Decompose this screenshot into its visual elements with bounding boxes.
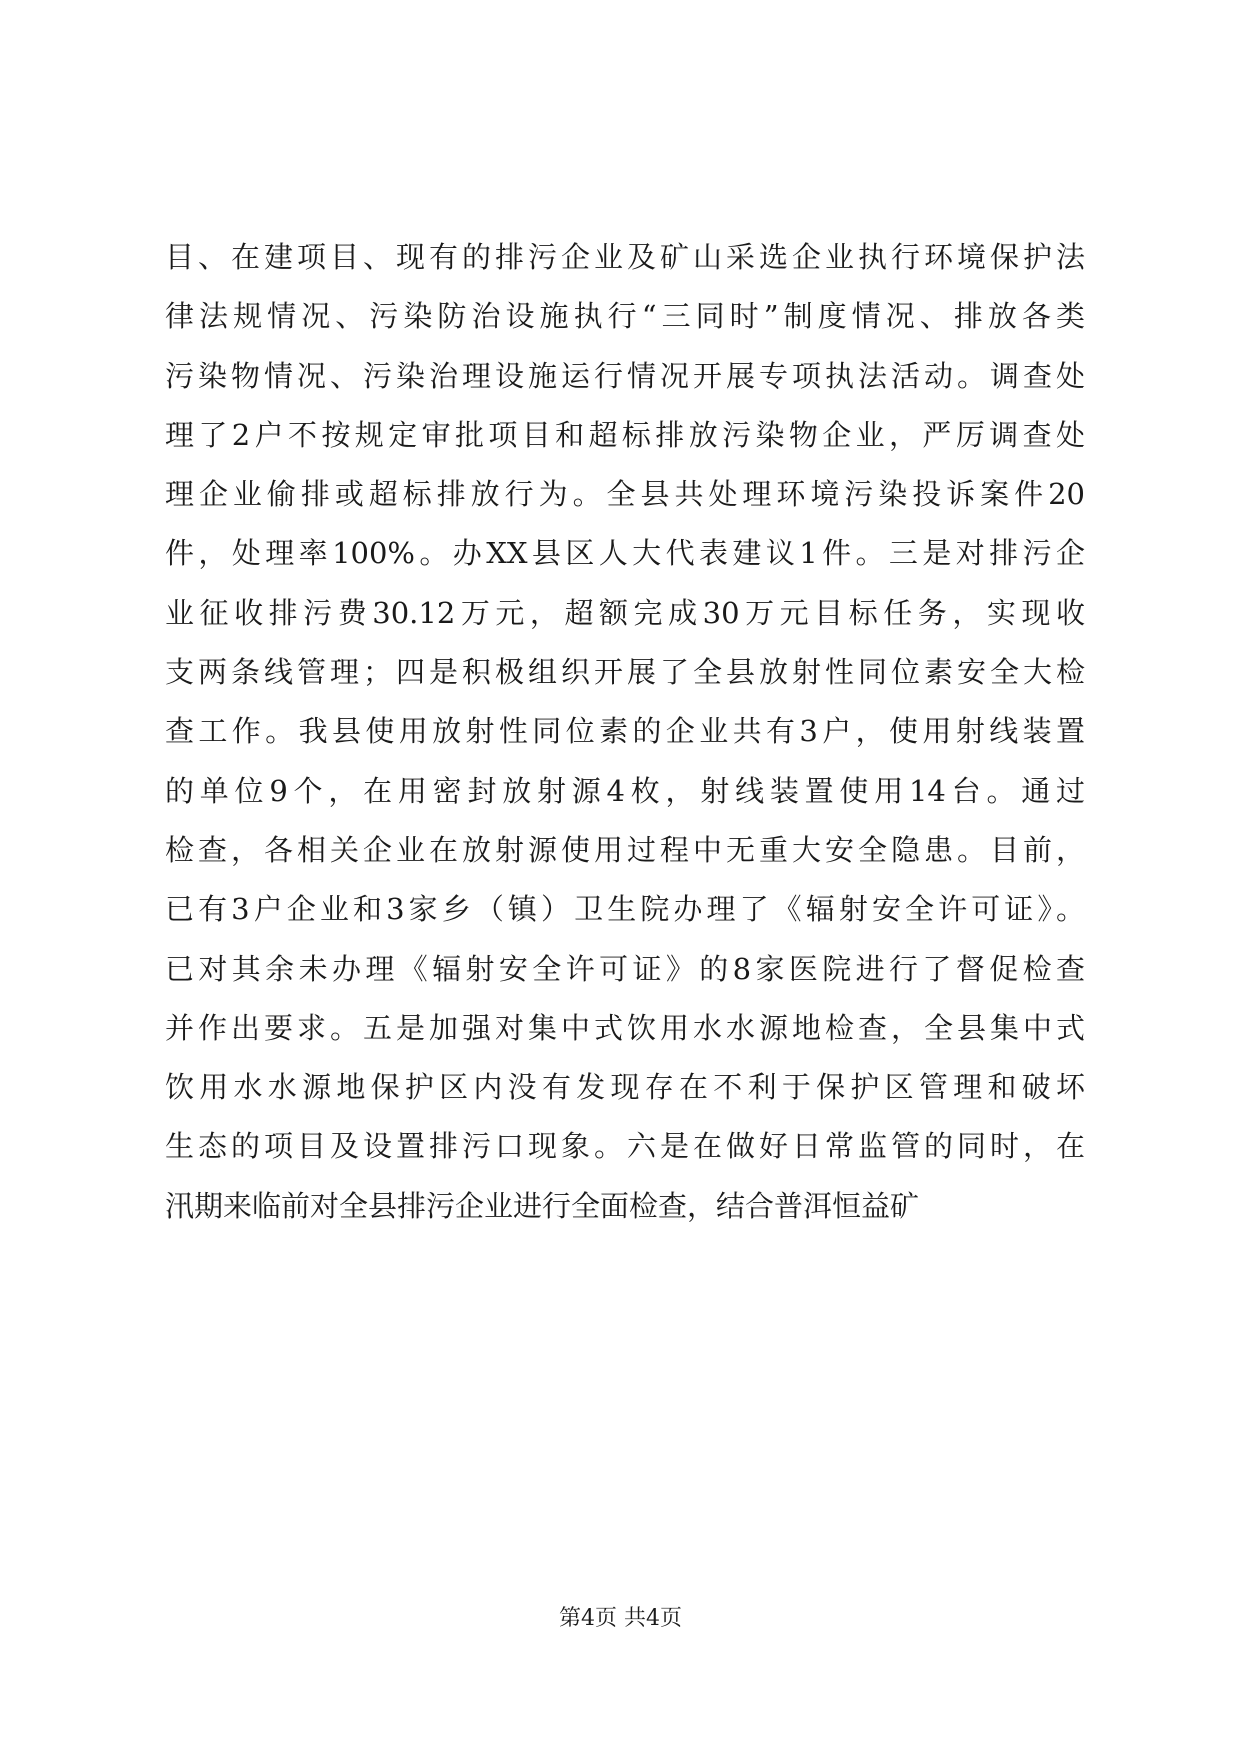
text-line: 已对其余未办理《辐射安全许可证》的8家医院进行了督促检查 bbox=[165, 951, 1085, 986]
text-line: 查工作。我县使用放射性同位素的企业共有3户，使用射线装置 bbox=[165, 714, 1085, 749]
page-number-footer: 第4页 共4页 bbox=[559, 1606, 682, 1631]
text-line: 污染物情况、污染治理设施运行情况开展专项执法活动。调查处 bbox=[165, 358, 1085, 393]
text-line: 饮用水水源地保护区内没有发现存在不利于保护区管理和破坏 bbox=[165, 1070, 1085, 1105]
text-line: 目、在建项目、现有的排污企业及矿山采选企业执行环境保护法 bbox=[165, 240, 1085, 274]
text-line: 并作出要求。五是加强对集中式饮用水水源地检查，全县集中式 bbox=[165, 1010, 1085, 1045]
text-line: 检查，各相关企业在放射源使用过程中无重大安全隐患。目前， bbox=[165, 832, 1085, 867]
text-line: 的单位9个，在用密封放射源4枚，射线装置使用14台。通过 bbox=[165, 773, 1085, 808]
text-line: 生态的项目及设置排污口现象。六是在做好日常监管的同时，在 bbox=[165, 1129, 1085, 1164]
text-line: 理了2户不按规定审批项目和超标排放污染物企业，严厉调查处 bbox=[165, 417, 1085, 452]
text-line: 件，处理率100%。办XX县区人大代表建议1件。三是对排污企 bbox=[165, 536, 1085, 571]
text-line: 业征收排污费30.12万元，超额完成30万元目标任务，实现收 bbox=[165, 595, 1085, 630]
text-line: 已有3户企业和3家乡（镇）卫生院办理了《辐射安全许可证》。 bbox=[165, 892, 1085, 927]
text-line: 汛期来临前对全县排污企业进行全面检查，结合普洱恒益矿 bbox=[165, 1188, 920, 1223]
text-line: 理企业偷排或超标排放行为。全县共处理环境污染投诉案件20 bbox=[165, 477, 1085, 512]
text-line: 支两条线管理；四是积极组织开展了全县放射性同位素安全大检 bbox=[165, 655, 1085, 690]
text-line: 律法规情况、污染防治设施执行“三同时”制度情况、排放各类 bbox=[165, 299, 1085, 334]
body-paragraph bbox=[165, 228, 1085, 1236]
